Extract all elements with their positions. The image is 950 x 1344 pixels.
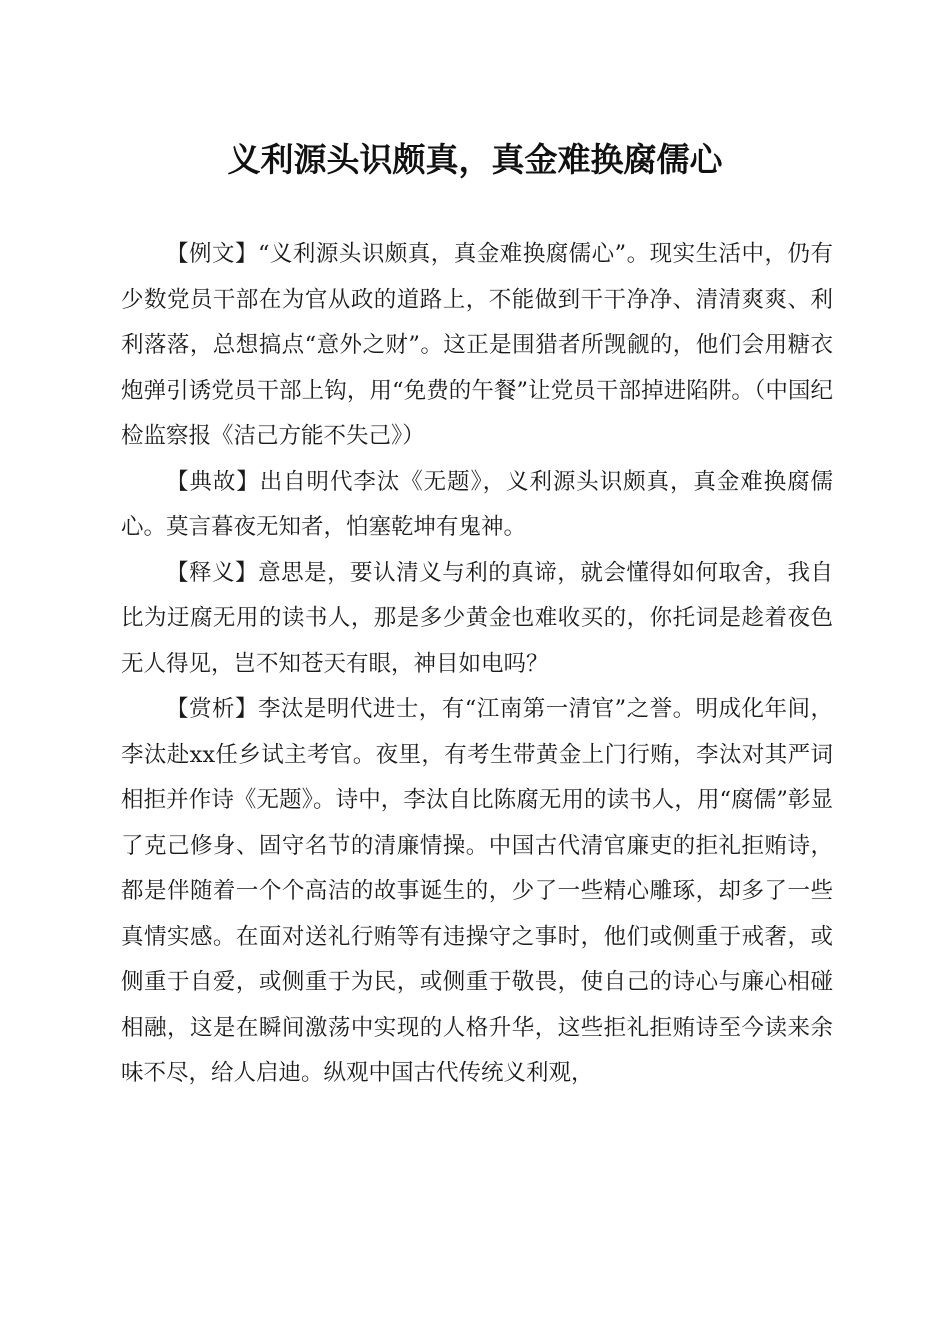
paragraph-tag: 【例文】: [166, 241, 258, 267]
paragraph-tag: 【释义】: [166, 559, 259, 586]
document-title: 义利源头识颇真，真金难换腐儒心: [227, 140, 723, 179]
paragraph-appreciation: [121, 687, 833, 1097]
paragraph-text: 李汰是明代进士，有“江南第一清官”之誉。明成化年间，李汰赴xx任乡试主考官。夜里，有考生带黄金上门行贿，李汰对其严词相拒并作诗《无题》。诗中，李汰自比陈腐无用的读书人，用“腐儒”彰显了克己修身、固守名节的清廉情操。中国古代清官廉吏的拒礼拒贿诗，都是伴随着一个个高洁的故事诞生的，少了一些精心雕琢，却多了一些真情实感。在面对送礼行贿等有违操守之事时，他们或侧重于戒奢，或侧重于自爱，或侧重于为民，或侧重于敬畏，使自己的诗心与廉心相碰相融，这是在瞬间激荡中实现的人格升华，这些拒礼拒贿诗至今读来余味不尽，给人启迪。纵观中国古代传统义利观，: [121, 696, 833, 1086]
paragraph-meaning: [121, 551, 833, 688]
paragraph-example: [121, 232, 833, 460]
paragraph-text: 出自明代李汰《无题》，义利源头识颇真，真金难换腐儒心。莫言暮夜无知者，怕塞乾坤有鬼神。: [121, 468, 833, 540]
document-body: [121, 232, 833, 1097]
paragraph-allusion: [121, 460, 833, 551]
paragraph-tag: 【赏析】: [166, 696, 258, 722]
paragraph-tag: 【典故】: [166, 468, 260, 495]
paragraph-text: “义利源头识颇真，真金难换腐儒心”。现实生活中，仍有少数党员干部在为官从政的道路上，不能做到干干净净、清清爽爽、利利落落，总想搞点“意外之财”。这正是围猎者所觊觎的，他们会用糖衣炮弹引诱党员干部上钩，用“免费的午餐”让党员干部掉进陷阱。（中国纪检监察报《洁己方能不失己》）: [121, 241, 833, 449]
paragraph-text: 意思是，要认清义与利的真谛，就会懂得如何取舍，我自比为迂腐无用的读书人，那是多少黄金也难收买的，你托词是趁着夜色无人得见，岂不知苍天有眼，神目如电吗？: [121, 559, 833, 677]
